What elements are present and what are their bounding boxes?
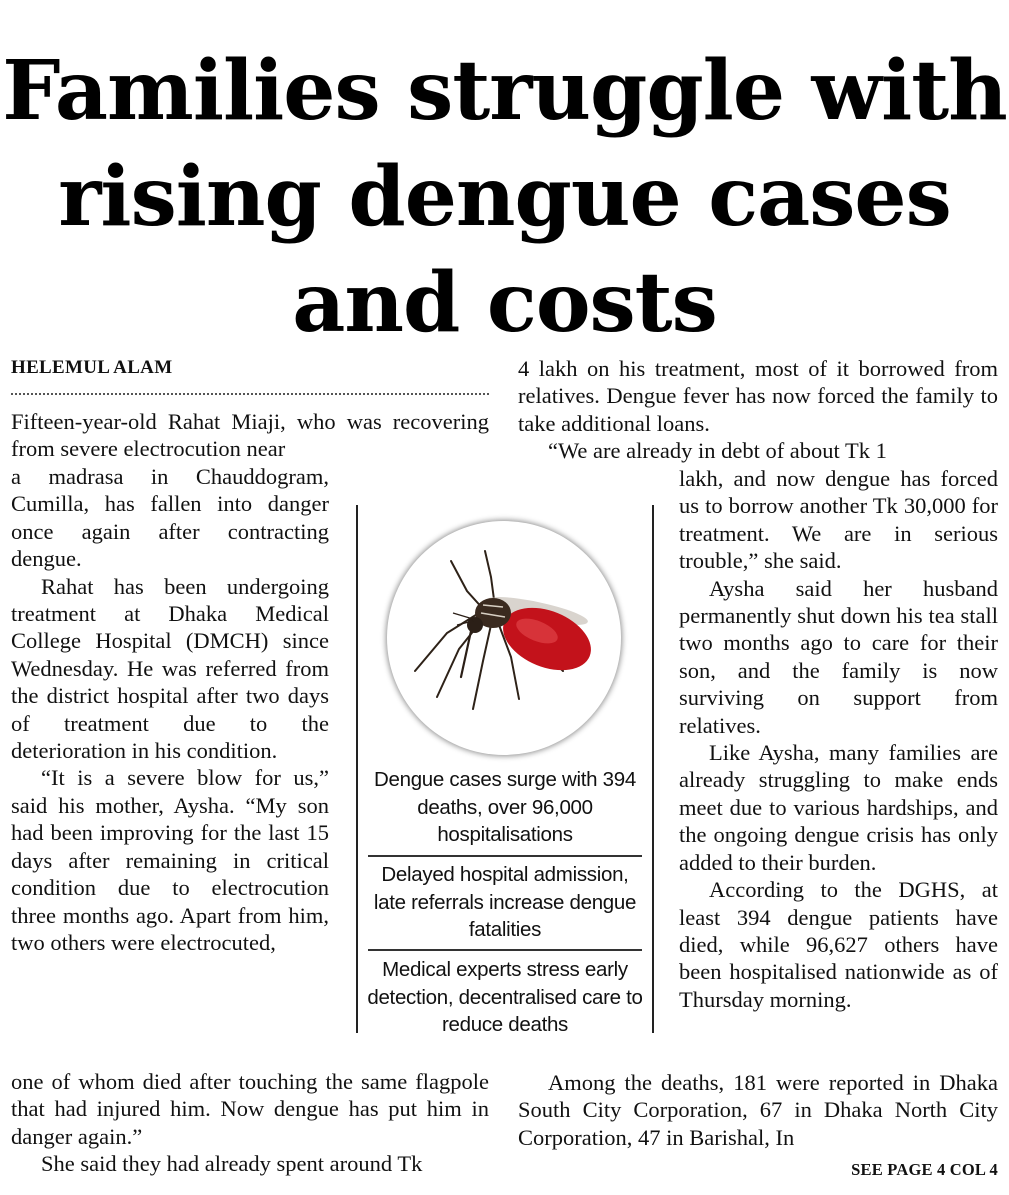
- related-headline[interactable]: Delayed hospital admission, late referrals increase dengue fatalities: [373, 863, 637, 941]
- article-column-1-wrap: [11, 463, 329, 956]
- byline: HELEMUL ALAM: [11, 357, 173, 378]
- article-column-2-wrap: [679, 465, 998, 1013]
- article-paragraph: Rahat has been undergoing treatment at Dhaka Medical College Hospital (DMCH) since Wednesday. He was referred from the district hospital after two days of treatment due to the deterioration in his condition.: [11, 573, 329, 764]
- article-column-2-bottom: [518, 1069, 998, 1151]
- headline-divider: [368, 855, 642, 857]
- related-headlines-box: [356, 505, 654, 1036]
- article-paragraph: “It is a severe blow for us,” said his mother, Aysha. “My son had been improving for the last 15 days after remaining in critical condition due to electrocution three months ago. Apart from him, two others were electrocuted,: [11, 765, 329, 955]
- article-paragraph: She said they had already spent around Tk: [41, 1151, 423, 1177]
- article-paragraph: Like Aysha, many families are already struggling to make ends meet due to various hardships, and the ongoing dengue crisis has only added to their burden.: [679, 740, 998, 875]
- article-paragraph: Fifteen-year-old Rahat Miaji, who was recovering from severe electrocution near: [11, 409, 489, 462]
- article-paragraph: lakh, and now dengue has forced us to borrow another Tk 30,000 for treatment. We are in serious trouble,” she said.: [679, 466, 998, 574]
- article-paragraph: “We are already in debt of about Tk 1: [548, 438, 887, 464]
- sidebar-left-rule: [356, 505, 358, 1033]
- sidebar-right-rule: [652, 505, 654, 1033]
- article-paragraph: 4 lakh on his treatment, most of it borrowed from relatives. Dengue fever has now forced the family to take additional loans.: [518, 356, 998, 436]
- article-paragraph: a madrasa in Chauddogram, Cumilla, has fallen into danger once again after contracting dengue.: [11, 464, 329, 572]
- article-paragraph: According to the DGHS, at least 394 dengue patients have died, while 96,627 others have been hospitalised nationwide as of Thursday morning.: [679, 877, 998, 1012]
- byline-divider: [11, 393, 489, 395]
- article-paragraph: Aysha said her husband permanently shut down his tea stall two months ago to care for their son, and the family is now surviving on support from relatives.: [679, 575, 998, 738]
- article-paragraph: Among the deaths, 181 were reported in Dhaka South City Corporation, 67 in Dhaka North City Corporation, 47 in Barishal, In: [518, 1070, 998, 1150]
- headline: Families struggle with rising dengue cases and costs: [2, 43, 1007, 351]
- article-column-2-top: [518, 355, 998, 465]
- article-column-1-top: [11, 408, 489, 463]
- mosquito-photo: [387, 521, 621, 755]
- continued-on-line[interactable]: SEE PAGE 4 COL 4: [851, 1160, 998, 1179]
- headline-divider: [368, 949, 642, 951]
- related-headline[interactable]: Dengue cases surge with 394 deaths, over 96,000 hospitalisations: [374, 768, 636, 846]
- article-column-1-bottom: [11, 1068, 489, 1178]
- article-paragraph: one of whom died after touching the same flagpole that had injured him. Now dengue has put him in danger again.”: [11, 1069, 489, 1149]
- related-headline[interactable]: Medical experts stress early detection, decentralised care to reduce deaths: [367, 958, 643, 1036]
- mosquito-icon: [387, 521, 621, 755]
